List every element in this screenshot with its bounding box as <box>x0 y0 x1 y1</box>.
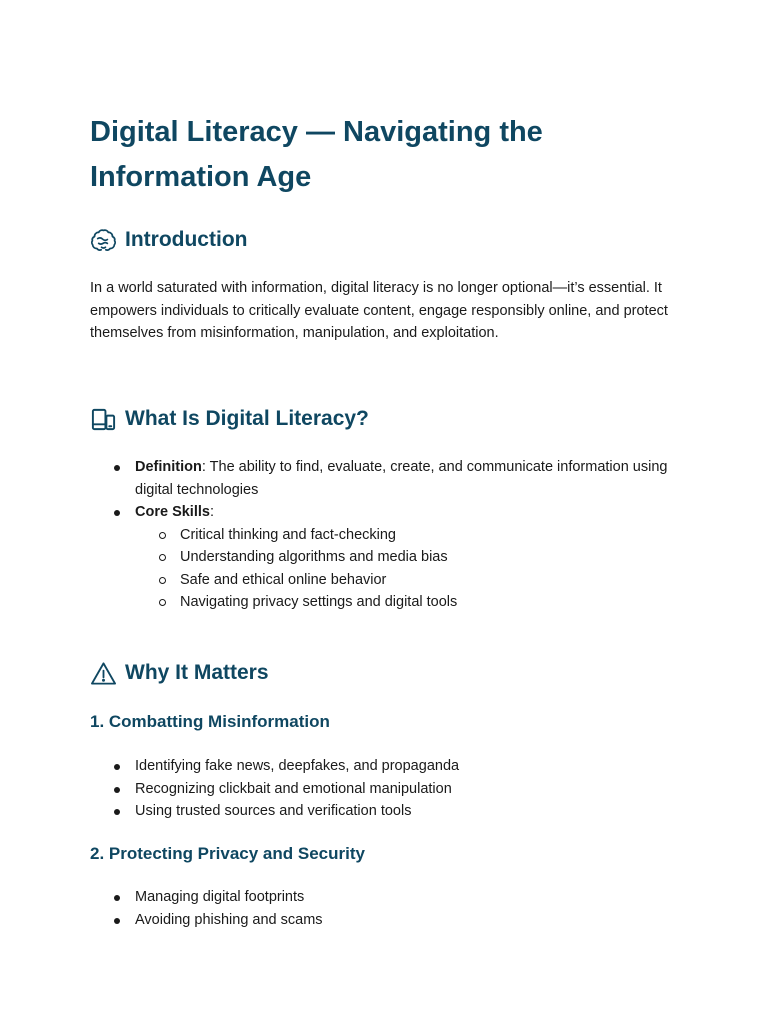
what-is-heading-text: What Is Digital Literacy? <box>125 407 369 430</box>
list-item <box>90 456 690 501</box>
list-item: Understanding algorithms and media bias <box>135 546 690 569</box>
why-it-matters-heading-text: Why It Matters <box>125 661 269 684</box>
list-item: Avoiding phishing and scams <box>90 909 690 932</box>
list-item: Navigating privacy settings and digital tools <box>135 591 690 614</box>
list-item: Identifying fake news, deepfakes, and propaganda <box>90 755 690 778</box>
devices-icon <box>90 406 117 433</box>
introduction-heading <box>90 226 690 254</box>
document-title: Digital Literacy — Navigating the Information Age <box>90 116 543 193</box>
warning-icon <box>90 660 117 687</box>
privacy-list <box>90 886 690 931</box>
definition-text: : The ability to find, evaluate, create, and communicate information using digital technologies <box>135 459 668 498</box>
definition-label: Definition <box>135 459 202 475</box>
list-item: Safe and ethical online behavior <box>135 569 690 592</box>
core-skills-list <box>135 524 690 614</box>
brain-icon <box>90 227 117 254</box>
introduction-paragraph: In a world saturated with information, digital literacy is no longer optional—it’s essential. It empowers individuals to critically evaluate content, engage responsibly online, and protect themselves from misinformation, manipulation, and exploitation. <box>90 280 668 341</box>
list-item: Using trusted sources and verification tools <box>90 800 690 823</box>
list-item <box>90 501 690 614</box>
core-skills-label: Core Skills <box>135 504 210 520</box>
list-item: Managing digital footprints <box>90 886 690 909</box>
what-is-list <box>90 456 690 614</box>
core-skills-colon: : <box>209 504 214 520</box>
subsection-heading-privacy: 2. Protecting Privacy and Security <box>90 844 365 863</box>
list-item: Recognizing clickbait and emotional manipulation <box>90 778 690 801</box>
introduction-heading-text: Introduction <box>125 228 248 251</box>
misinformation-list <box>90 755 690 823</box>
what-is-heading <box>90 405 690 433</box>
subsection-heading-misinformation: 1. Combatting Misinformation <box>90 712 330 731</box>
list-item: Critical thinking and fact-checking <box>135 524 690 547</box>
why-it-matters-heading <box>90 659 690 687</box>
